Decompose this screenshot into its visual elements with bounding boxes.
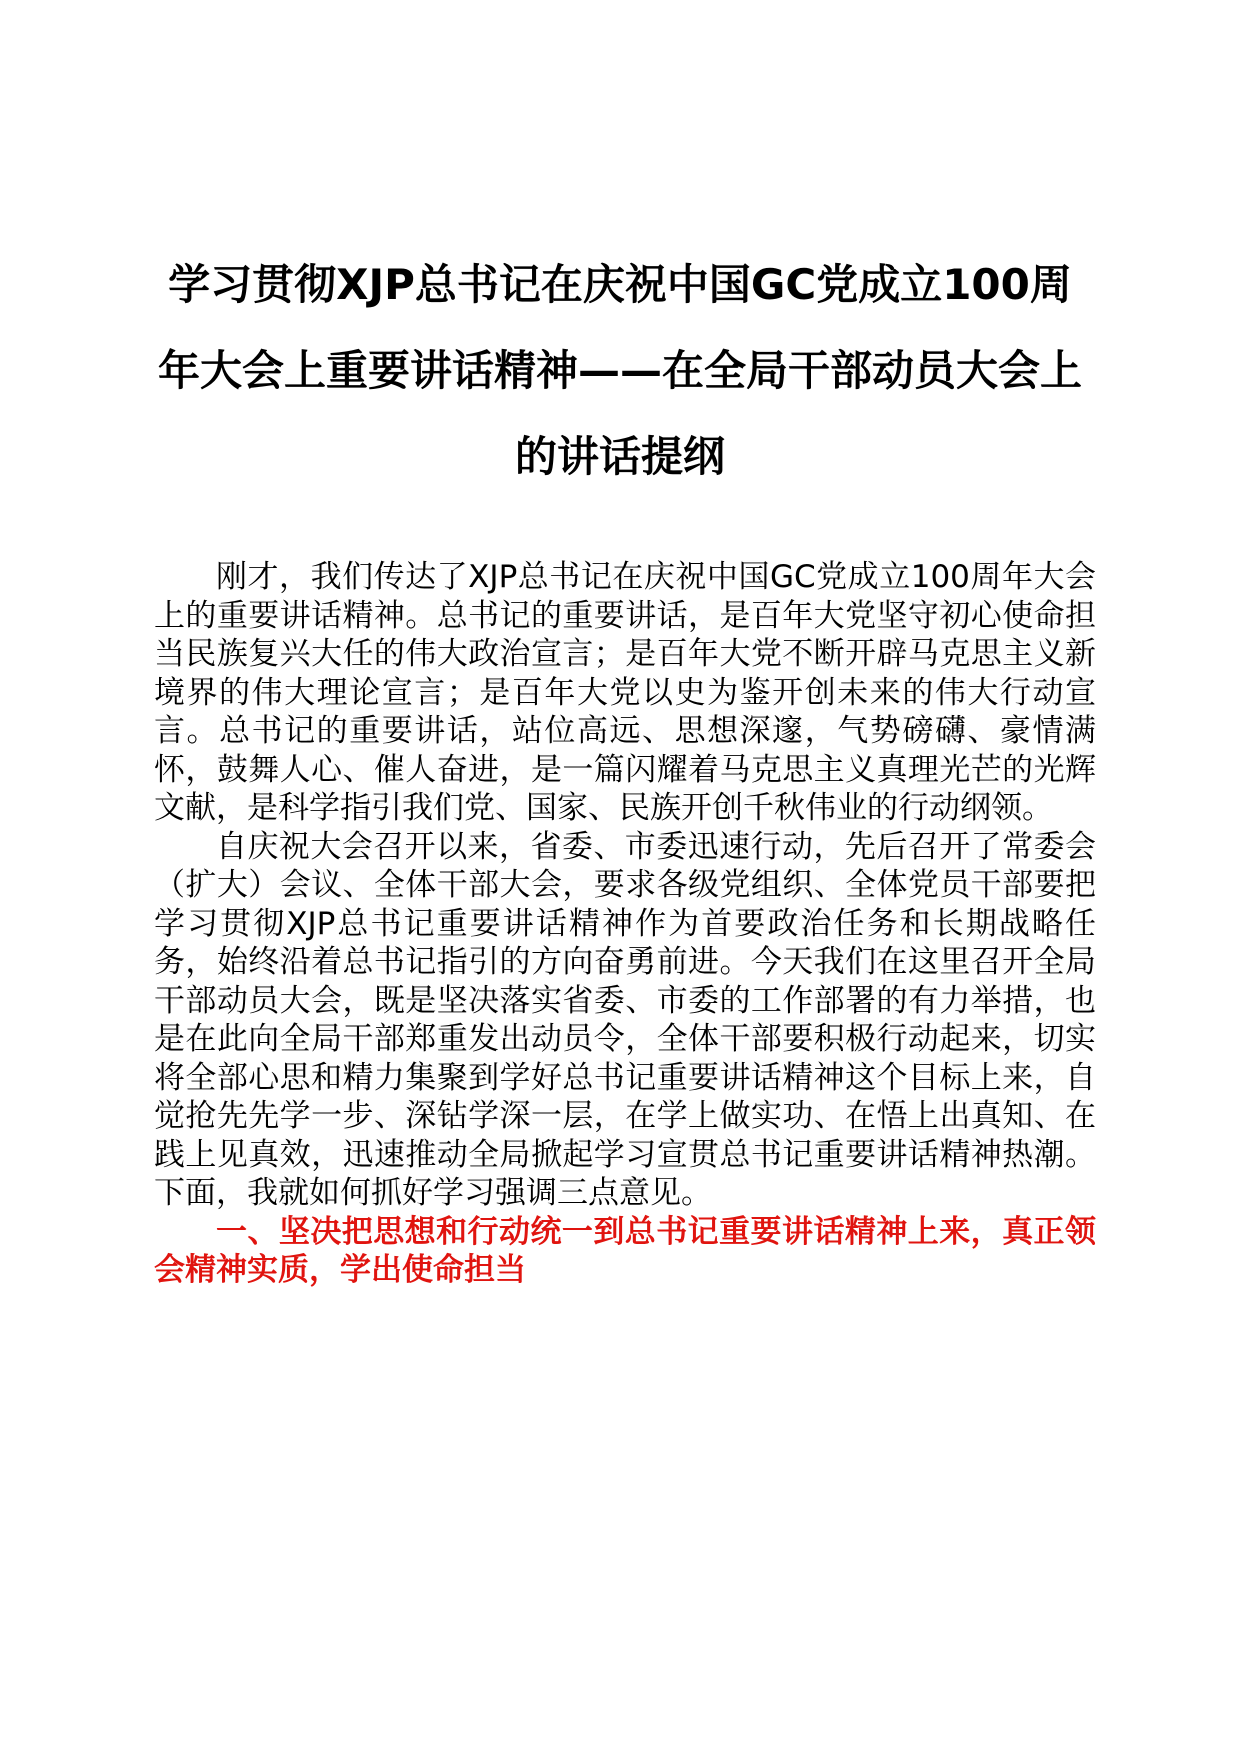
- document-body: [154, 558, 1096, 1290]
- body-paragraph-1: 刚才，我们传达了XJP总书记在庆祝中国GC党成立100周年大会上的重要讲话精神。总书记的重要讲话，是百年大党坚守初心使命担当民族复兴大任的伟大政治宣言；是百年大党不断开辟马克思主义新境界的伟大理论宣言；是百年大党以史为鉴开创未来的伟大行动宣言。总书记的重要讲话，站位高远、思想深邃，气势磅礴、豪情满怀，鼓舞人心、催人奋进，是一篇闪耀着马克思主义真理光芒的光辉文献，是科学指引我们党、国家、民族开创千秋伟业的行动纲领。: [154, 559, 1096, 826]
- body-paragraph-2: 自庆祝大会召开以来，省委、市委迅速行动，先后召开了常委会（扩大）会议、全体干部大会，要求各级党组织、全体党员干部要把学习贯彻XJP总书记重要讲话精神作为首要政治任务和长期战略任务，始终沿着总书记指引的方向奋勇前进。今天我们在这里召开全局干部动员大会，既是坚决落实省委、市委的工作部署的有力举措，也是在此向全局干部郑重发出动员令，全体干部要积极行动起来，切实将全部心思和精力集聚到学好总书记重要讲话精神这个目标上来，自觉抢先先学一步、深钻学深一层，在学上做实功、在悟上出真知、在践上见真效，迅速推动全局掀起学习宣贯总书记重要讲话精神热潮。下面，我就如何抓好学习强调三点意见。: [154, 828, 1096, 1211]
- section-heading-1: 一、坚决把思想和行动统一到总书记重要讲话精神上来，真正领会精神实质，学出使命担当: [154, 1213, 1096, 1288]
- document-title: 学习贯彻XJP总书记在庆祝中国GC党成立100周年大会上重要讲话精神——在全局干部动员大会上的讲话提纲: [157, 260, 1082, 481]
